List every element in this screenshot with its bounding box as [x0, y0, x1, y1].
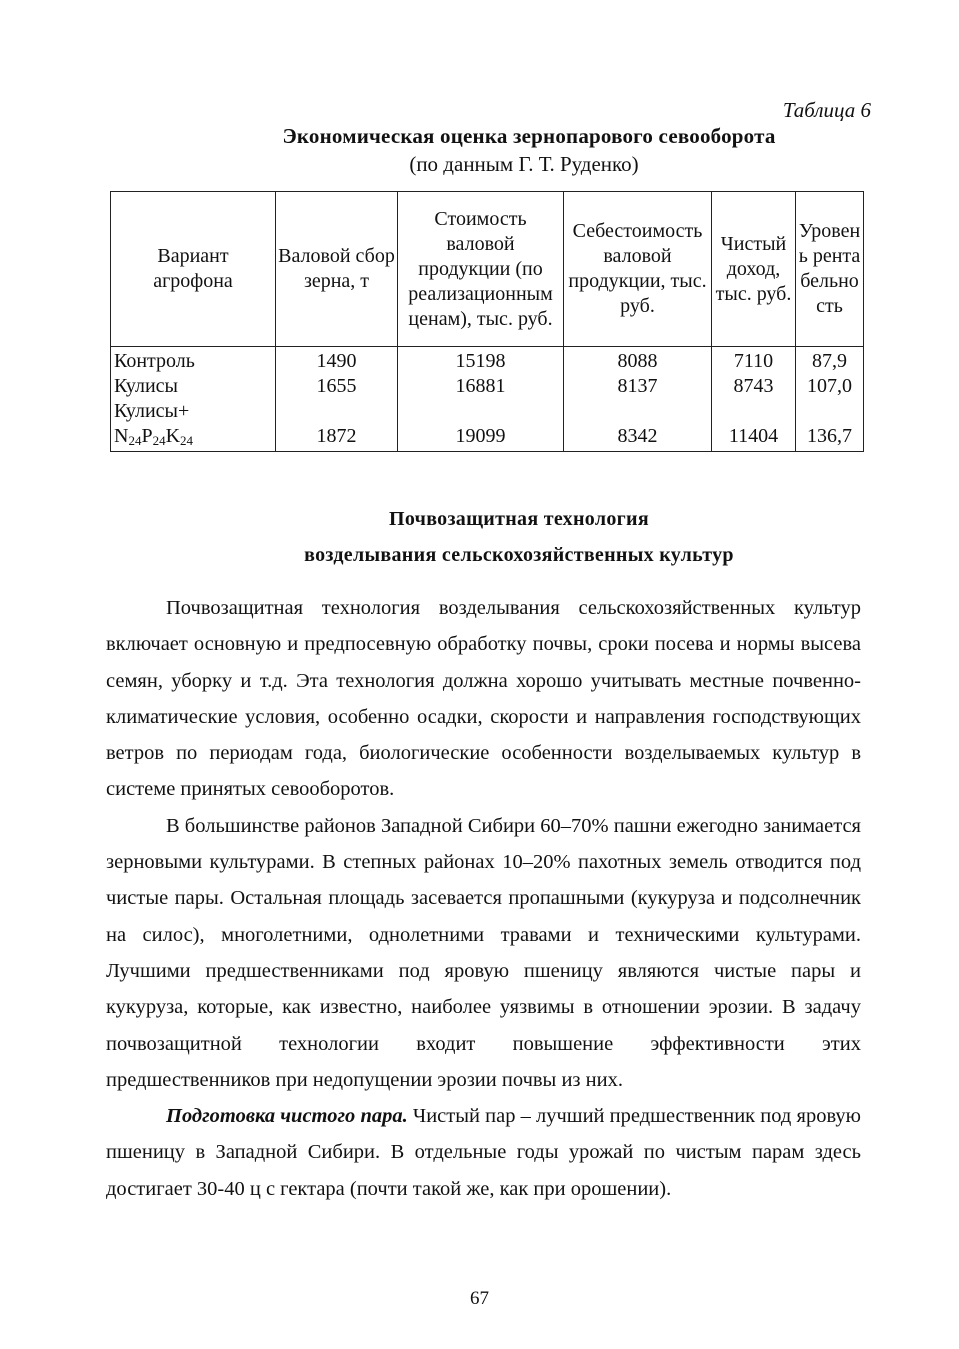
paragraph-text: Чистый пар – лучший предшественник под яровую пшеницу в Западной Сибири. В отдельные годы урожай по чистым парам здесь достигает 30-40 ц с гектара (почти такой же, как при орошении). — [106, 1105, 861, 1200]
cell-profitability: 136,7 — [796, 399, 864, 452]
table-title: Экономическая оценка зернопарового севооборота — [282, 124, 776, 148]
cell-cost: 8137 — [564, 374, 712, 399]
table-row — [111, 347, 864, 375]
header-cost: Себестоимость валовой продукции, тыс. руб. — [564, 192, 712, 347]
cell-yield: 1872 — [276, 399, 398, 452]
cell-value: 15198 — [398, 347, 564, 375]
cell-yield: 1490 — [276, 347, 398, 375]
cell-profitability: 107,0 — [796, 374, 864, 399]
cell-yield: 1655 — [276, 374, 398, 399]
cell-income: 8743 — [712, 374, 796, 399]
table-header-row — [111, 192, 864, 347]
section-heading: Почвозащитная технология — [388, 508, 649, 530]
paragraph — [106, 1098, 861, 1207]
variant-line1: Кулисы+ — [114, 400, 190, 422]
header-value: Стоимость валовой продукции (по реализационным ценам), тыс. руб. — [398, 192, 564, 347]
header-variant: Вариант агрофона — [111, 192, 276, 347]
table-row — [111, 399, 864, 452]
paragraph: Почвозащитная технология возделывания сельскохозяйственных культур включает основную и предпосевную обработку почвы, сроки посева и нормы высева семян, уборку и т.д. Эта технология должна хорошо учитывать местные почвенно-климатические условия, особенно осадки, скорости и направления господствующих ветров по периодам года, биологические особенности возделываемых культур в системе принятых севооборотов. — [106, 597, 861, 801]
table-label: Таблица 6 — [782, 98, 871, 122]
cell-variant: Контроль — [111, 347, 276, 375]
cell-variant: Кулисы — [111, 374, 276, 399]
header-profitability: Уровень рентабельность — [796, 192, 864, 347]
cell-income: 11404 — [712, 399, 796, 452]
runin-heading: Подготовка чистого пара. — [166, 1105, 408, 1128]
cell-cost: 8342 — [564, 399, 712, 452]
section-subheading: возделывания сельскохозяйственных культур — [304, 544, 734, 566]
cell-profitability: 87,9 — [796, 347, 864, 375]
page-number: 67 — [470, 1288, 489, 1309]
cell-cost: 8088 — [564, 347, 712, 375]
cell-variant — [111, 399, 276, 452]
variant-formula-display: $N_{24}P_{24}K_{24}$ — [114, 425, 194, 448]
table-row — [111, 374, 864, 399]
paragraph: В большинстве районов Западной Сибири 60–70% пашни ежегодно занимается зерновыми культурами. В степных районах 10–20% пахотных земель отводится под чистые пары. Остальная площадь засевается пропашными (кукуруза и подсолнечник на силос), многолетними, однолетними травами и техническими культурами. Лучшими предшественниками под яровую пшеницу являются чистые пары и кукуруза, которые, как известно, наиболее уязвимы в отношении эрозии. В задачу почвозащитной технологии входит повышение эффективности этих предшественников при недопущении эрозии почвы из них. — [106, 814, 861, 1091]
header-income: Чистый доход, тыс. руб. — [712, 192, 796, 347]
cell-value: 16881 — [398, 374, 564, 399]
header-yield: Валовой сбор зерна, т — [276, 192, 398, 347]
cell-value: 19099 — [398, 399, 564, 452]
cell-income: 7110 — [712, 347, 796, 375]
table-subtitle: (по данным Г. Т. Руденко) — [409, 152, 639, 176]
body-text — [106, 590, 861, 1207]
economic-table — [110, 191, 864, 452]
